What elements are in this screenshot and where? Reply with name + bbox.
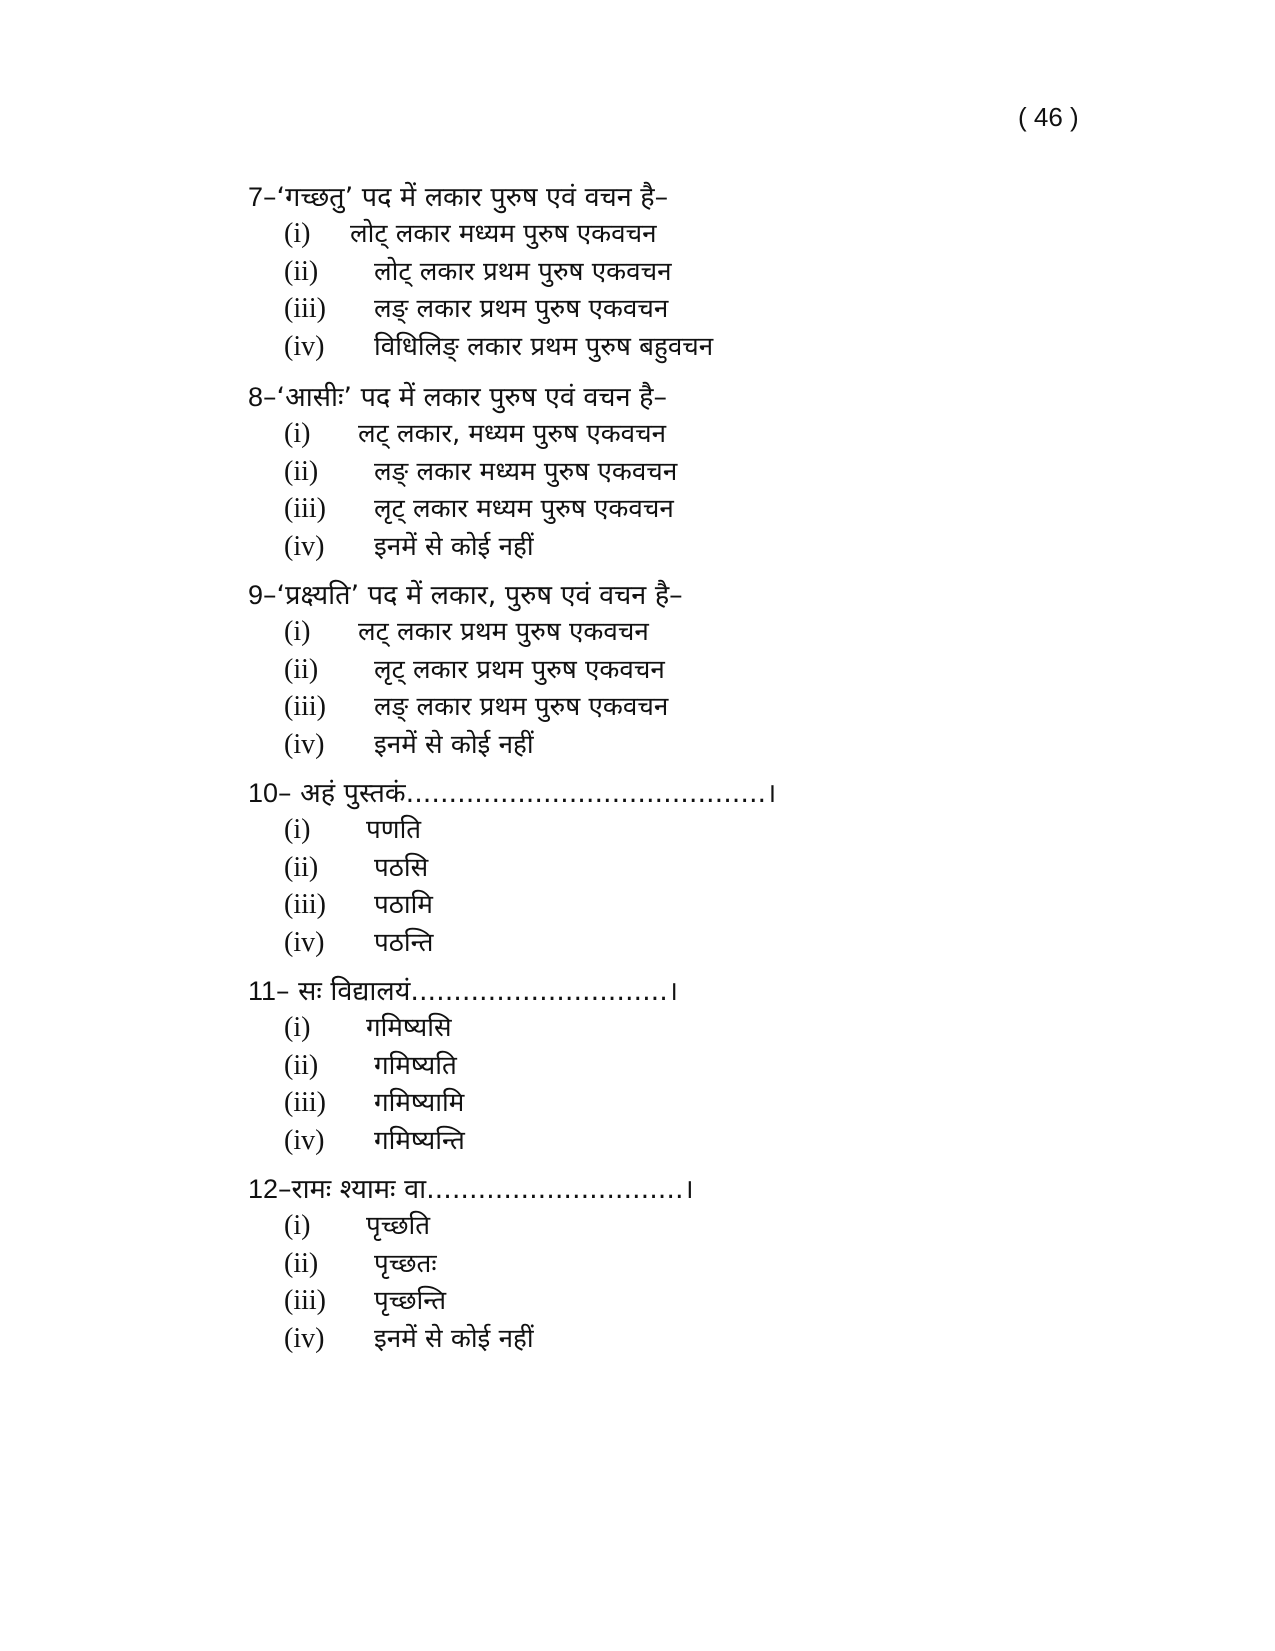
option-label: (i): [284, 1012, 311, 1043]
option-i: [248, 812, 1148, 850]
option-i: [248, 416, 1148, 454]
option-iii: [248, 1283, 1148, 1321]
option-text: लङ् लकार प्रथम पुरुष एकवचन: [374, 692, 669, 722]
option-text: पठामि: [374, 890, 433, 920]
question-7: [248, 178, 1148, 366]
option-i: [248, 1208, 1148, 1246]
option-label: (i): [284, 218, 311, 249]
question-8: [248, 378, 1148, 566]
option-text: इनमें से कोई नहीं: [374, 1323, 534, 1354]
question-number: 12: [248, 1174, 279, 1204]
option-text: पृच्छन्ति: [374, 1286, 447, 1316]
option-text: लोट् लकार मध्यम पुरुष एकवचन: [350, 219, 657, 249]
option-text: गमिष्यामि: [374, 1088, 465, 1118]
option-label: (iii): [284, 1285, 326, 1316]
question-number: 9: [248, 580, 264, 610]
option-text: पृच्छति: [366, 1211, 431, 1241]
option-ii: [248, 1048, 1148, 1086]
option-text: लट् लकार, मध्यम पुरुष एकवचन: [358, 419, 667, 449]
option-iii: [248, 887, 1148, 925]
option-label: (iv): [284, 728, 325, 760]
option-text: गमिष्यसि: [366, 1013, 452, 1043]
option-text: इनमें से कोई नहीं: [374, 531, 534, 562]
option-label: (iv): [284, 1322, 325, 1354]
question-stem: –रामः श्यामः वा..............................।: [278, 1174, 694, 1205]
option-iii: [248, 689, 1148, 727]
option-ii: [248, 454, 1148, 492]
option-i: [248, 1010, 1148, 1048]
question-stem: – सः विद्यालयं..............................।: [276, 976, 679, 1007]
option-ii: [248, 1246, 1148, 1284]
option-ii: [248, 850, 1148, 888]
option-text: लोट् लकार प्रथम पुरुष एकवचन: [374, 256, 672, 287]
option-label: (iii): [284, 293, 326, 324]
option-text: पृच्छतः: [374, 1248, 437, 1279]
question-number: 10: [248, 778, 279, 808]
option-label: (i): [284, 616, 311, 647]
question-stem: – अहं पुस्तकं..........................................।: [278, 778, 777, 809]
question-stem: –‘प्रक्ष्यति’ पद में लकार, पुरुष एवं वचन है–: [263, 580, 683, 611]
option-iv: [248, 1321, 1148, 1359]
option-label: (ii): [284, 255, 319, 287]
page-number: ( 46 ): [1018, 102, 1079, 132]
option-label: (i): [284, 418, 311, 449]
option-text: लृट् लकार प्रथम पुरुष एकवचन: [374, 654, 665, 685]
option-label: (iv): [284, 330, 325, 362]
option-iv: [248, 329, 1148, 367]
option-iii: [248, 291, 1148, 329]
option-text: पठसि: [374, 852, 429, 883]
question-stem: –‘गच्छतु’ पद में लकार पुरुष एवं वचन है–: [263, 182, 669, 213]
option-text: गमिष्यन्ति: [374, 1125, 465, 1156]
option-text: गमिष्यति: [374, 1050, 457, 1081]
option-label: (ii): [284, 1247, 319, 1279]
option-iv: [248, 925, 1148, 963]
option-i: [248, 216, 1148, 254]
option-label: (iv): [284, 530, 325, 562]
option-label: (ii): [284, 1049, 319, 1081]
question-number: 11: [248, 976, 277, 1006]
option-text: इनमें से कोई नहीं: [374, 729, 534, 760]
option-label: (iv): [284, 1124, 325, 1156]
question-number: 7: [248, 182, 264, 212]
option-iii: [248, 1085, 1148, 1123]
option-text: लङ् लकार मध्यम पुरुष एकवचन: [374, 456, 678, 487]
question-text: [248, 972, 1148, 1010]
option-label: (ii): [284, 653, 319, 685]
option-label: (iii): [284, 889, 326, 920]
option-text: पठन्ति: [374, 927, 434, 958]
option-label: (i): [284, 1210, 311, 1241]
option-i: [248, 614, 1148, 652]
option-ii: [248, 254, 1148, 292]
option-label: (ii): [284, 851, 319, 883]
option-iii: [248, 491, 1148, 529]
option-iv: [248, 529, 1148, 567]
question-10: [248, 774, 1148, 962]
question-number: 8: [248, 382, 264, 412]
question-12: [248, 1170, 1148, 1358]
question-text: [248, 178, 1148, 216]
option-iv: [248, 727, 1148, 765]
question-text: [248, 576, 1148, 614]
option-iv: [248, 1123, 1148, 1161]
option-label: (iii): [284, 691, 326, 722]
option-text: विधिलिङ् लकार प्रथम पुरुष बहुवचन: [374, 331, 714, 362]
option-label: (iii): [284, 1087, 326, 1118]
option-label: (iv): [284, 926, 325, 958]
option-text: लङ् लकार प्रथम पुरुष एकवचन: [374, 294, 669, 324]
question-text: [248, 378, 1148, 416]
question-text: [248, 1170, 1148, 1208]
option-text: लृट् लकार मध्यम पुरुष एकवचन: [374, 494, 674, 524]
option-label: (iii): [284, 493, 326, 524]
option-ii: [248, 652, 1148, 690]
question-11: [248, 972, 1148, 1160]
question-9: [248, 576, 1148, 764]
option-label: (ii): [284, 455, 319, 487]
question-stem: –‘आसीः’ पद में लकार पुरुष एवं वचन है–: [263, 382, 667, 413]
option-text: लट् लकार प्रथम पुरुष एकवचन: [358, 617, 649, 647]
option-label: (i): [284, 814, 311, 845]
option-text: पणति: [366, 815, 422, 845]
question-text: [248, 774, 1148, 812]
